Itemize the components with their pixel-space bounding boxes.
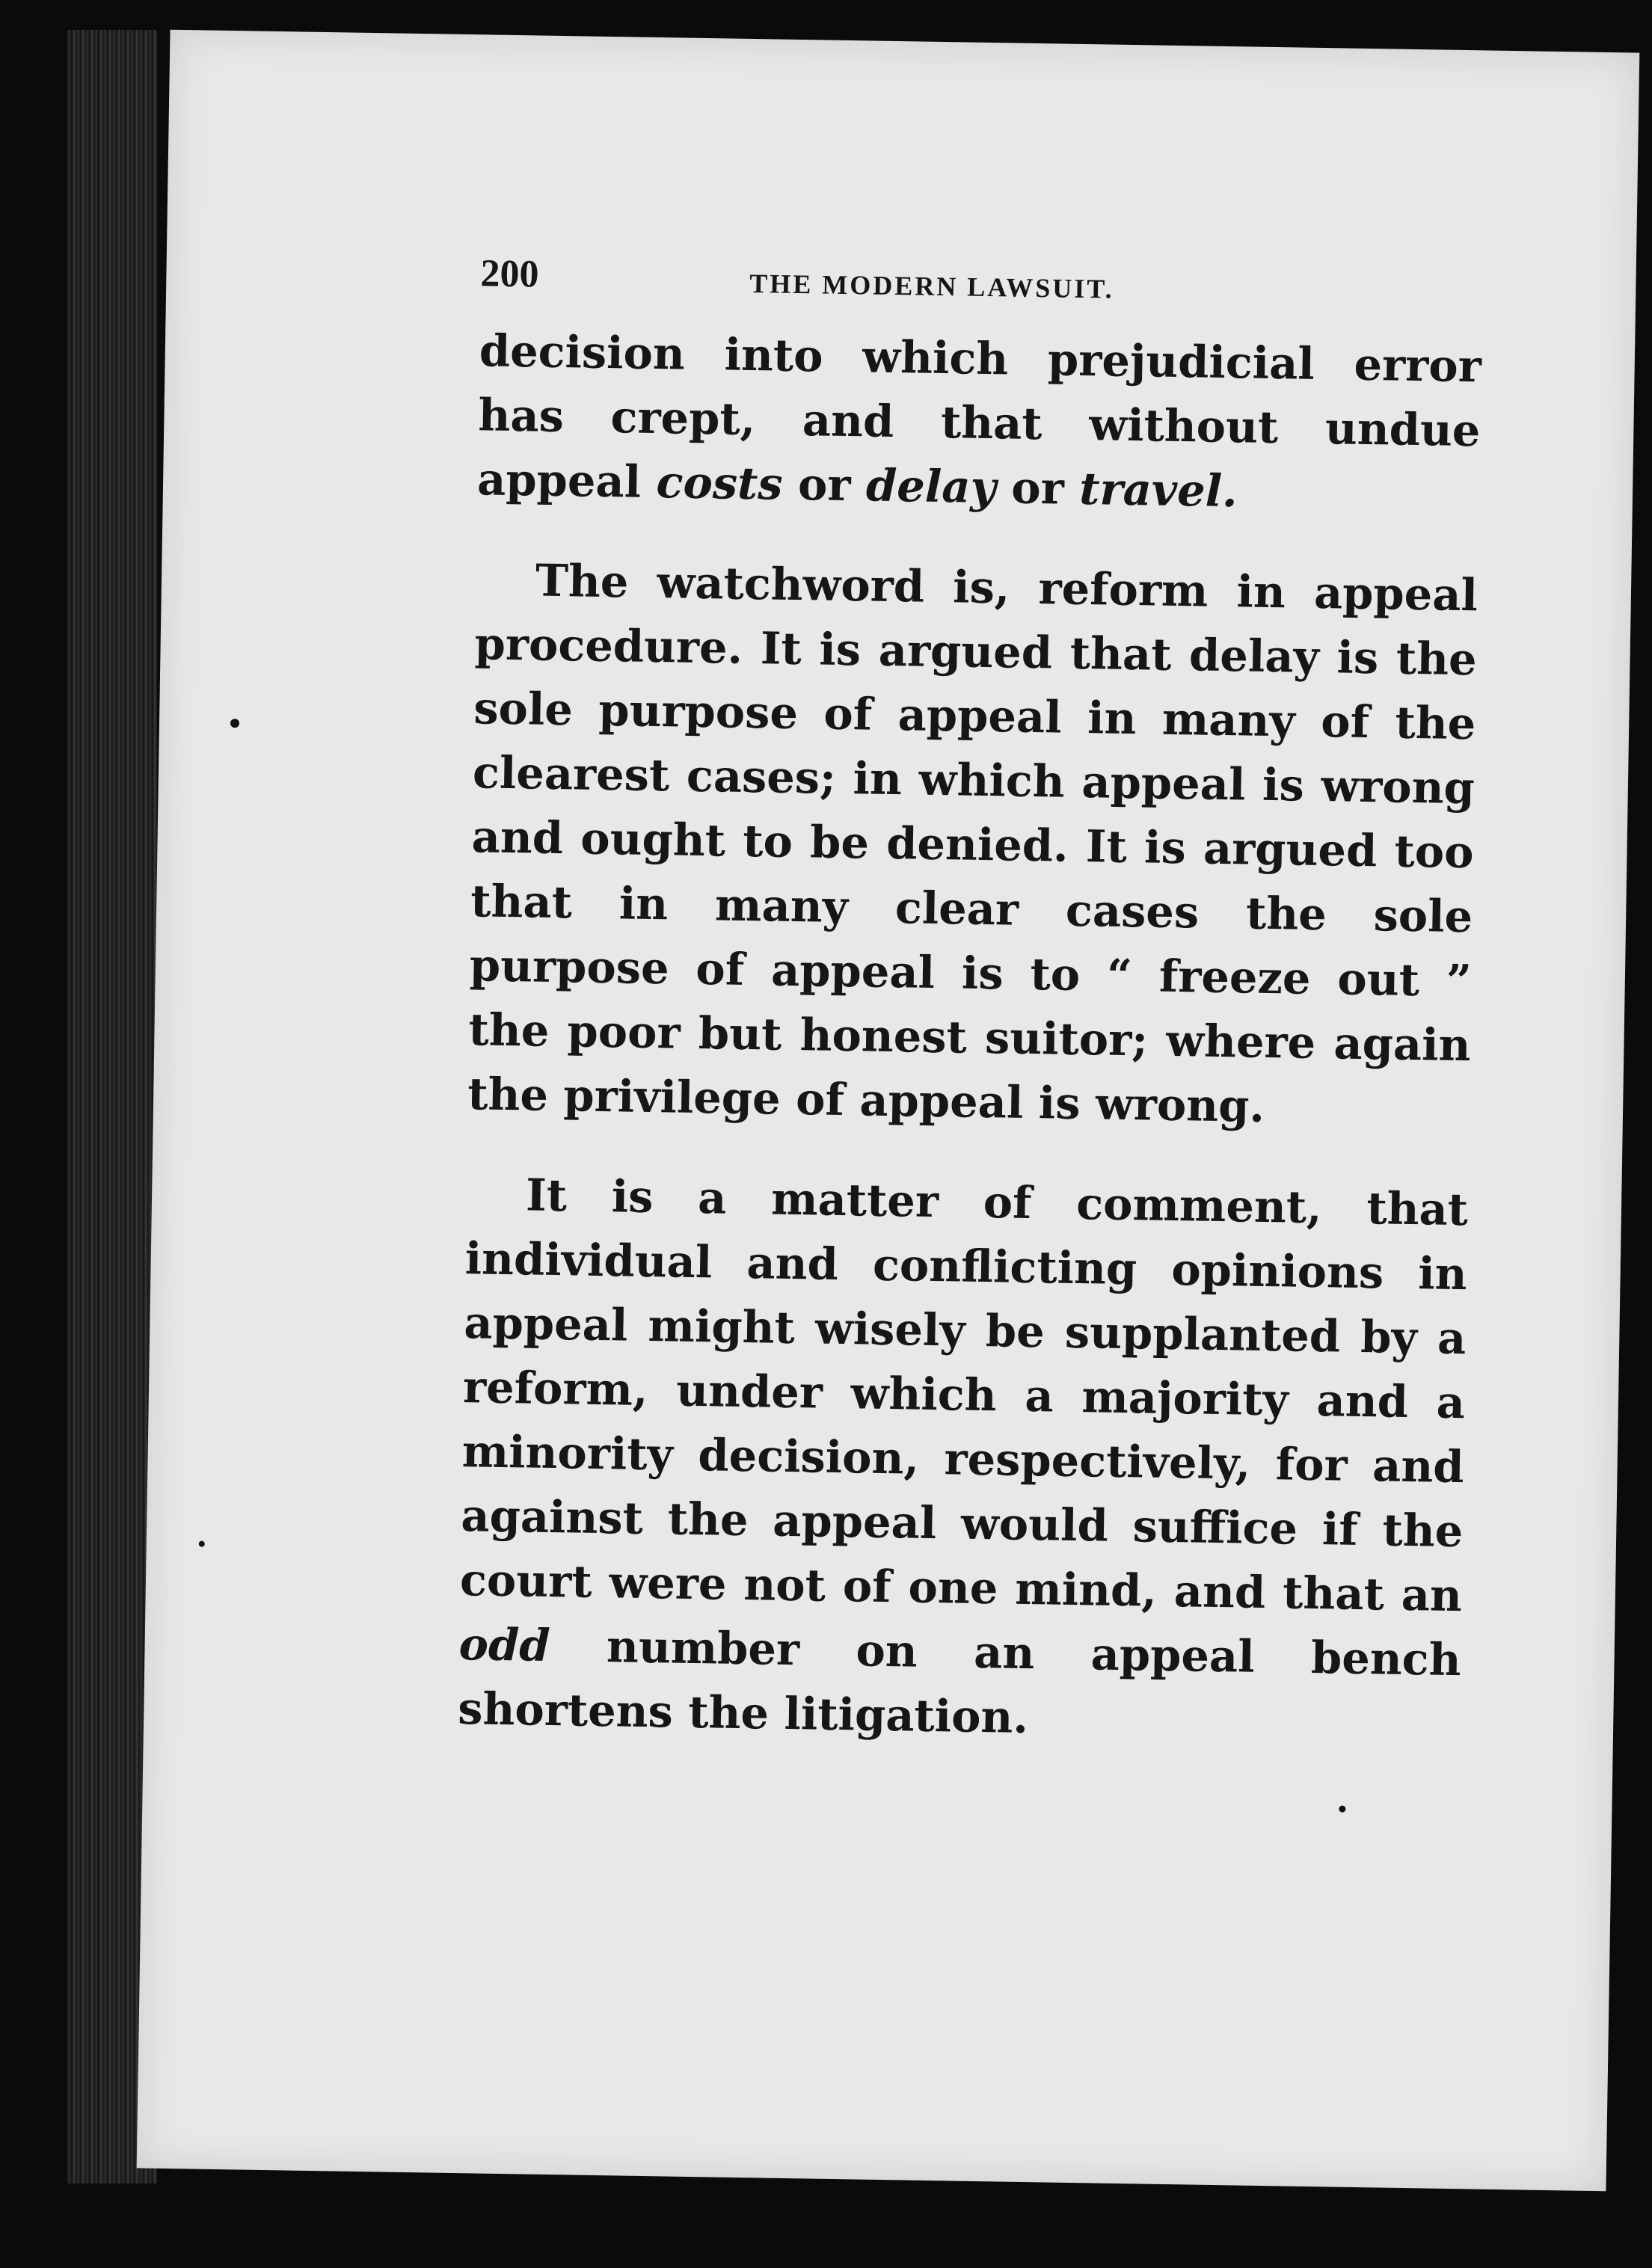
text-run: The watchword is, reform in appeal procedure. It is argued that delay is the sole purpose of appeal in many of the clearest cases; in which appeal is wrong and ought to be denied. It is argued too that in many clear cases the sole purpose of appeal is to “ freeze out ” the poor but honest suitor; where again the privilege of appeal is wrong. <box>467 554 1478 1132</box>
paragraph <box>467 547 1478 1142</box>
text-run: It is a matter of comment, that individual and conflicting opinions in appeal might wisely be supplanted by a reform, under which a majority and a minority decision, respectively, for and against the appeal would suffice if the court were not of one mind, and that an <box>459 1169 1469 1622</box>
ink-speck <box>1339 1806 1345 1813</box>
ink-speck <box>199 1541 205 1547</box>
page-number: 200 <box>480 252 539 296</box>
italic-run: odd <box>458 1618 551 1671</box>
running-title: THE MODERN LAWSUIT. <box>749 268 1115 304</box>
text-run: decision into which prejudicial error has crept, and that without undue appeal <box>476 325 1482 508</box>
text-run: number on an appeal bench shortens the litigation. <box>457 1619 1462 1744</box>
paragraph <box>458 1162 1469 1757</box>
italic-run: costs <box>656 456 784 510</box>
book-page <box>137 30 1640 2192</box>
paragraph <box>477 319 1482 527</box>
page-content <box>457 251 1483 1792</box>
text-run: or <box>782 458 867 511</box>
ink-speck <box>230 719 239 728</box>
italic-run: travel. <box>1078 462 1238 517</box>
italic-run: delay <box>865 459 997 514</box>
text-run: or <box>995 461 1080 514</box>
